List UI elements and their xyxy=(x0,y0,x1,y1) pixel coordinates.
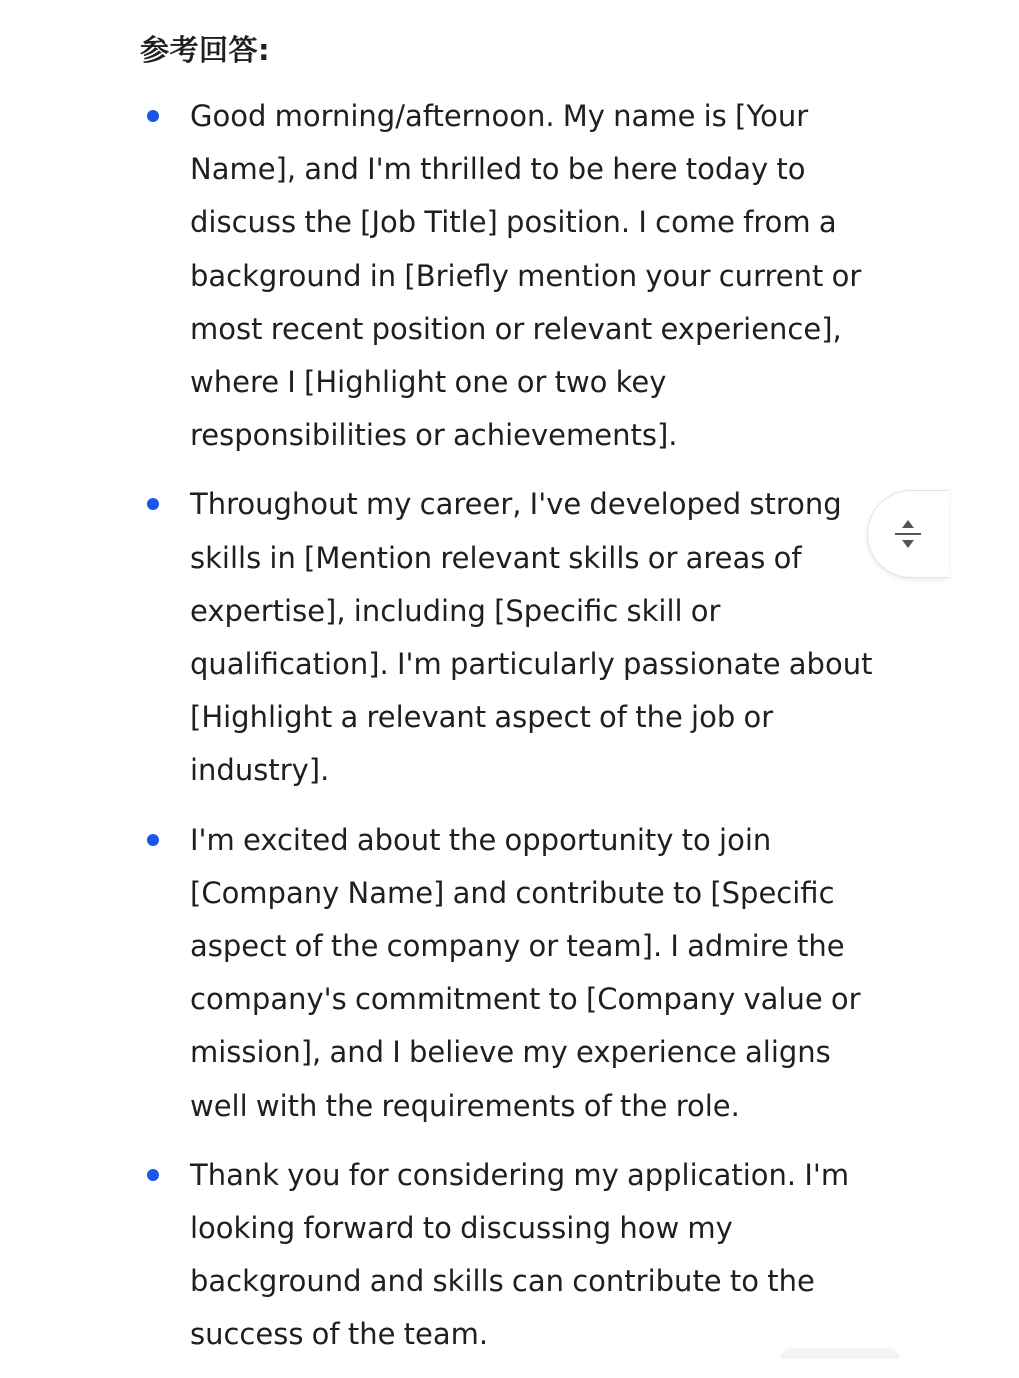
expand-collapse-arrows-icon xyxy=(892,518,924,550)
bottom-edge-shadow xyxy=(780,1348,900,1359)
list-item xyxy=(190,814,880,1133)
list-item-text: Thank you for considering my application. I'm looking forward to discussing how my background and skills can contribute to the success of the team. xyxy=(190,1157,850,1352)
list-item-text: I'm excited about the opportunity to join [Company Name] and contribute to [Specific aspect of the company or team]. I admire the company's commitment to [Company value or mission], and I believe my experience aligns well with the requirements of the role. xyxy=(190,822,861,1123)
bullet-icon xyxy=(147,110,159,122)
list-item xyxy=(190,90,880,462)
list-item-text: Good morning/afternoon. My name is [Your Name], and I'm thrilled to be here today to discuss the [Job Title] position. I come from a background in [Briefly mention your current or most recent position or relevant experience], where I [Highlight one or two key responsibilities or achievements]. xyxy=(190,99,862,453)
bullet-icon xyxy=(147,498,159,510)
scroll-handle-button[interactable] xyxy=(867,490,949,578)
page-title: 参考回答: xyxy=(140,33,271,67)
list-item xyxy=(190,1149,880,1362)
list-item-text: Throughout my career, I've developed strong skills in [Mention relevant skills or areas of expertise], including [Specific skill or qualification]. I'm particularly passionate about [Highlight a relevant aspect of the job or industry]. xyxy=(190,487,873,788)
list-item xyxy=(190,478,880,797)
bullet-icon xyxy=(147,1169,159,1181)
bullet-icon xyxy=(147,834,159,846)
answer-list xyxy=(0,90,1019,1378)
